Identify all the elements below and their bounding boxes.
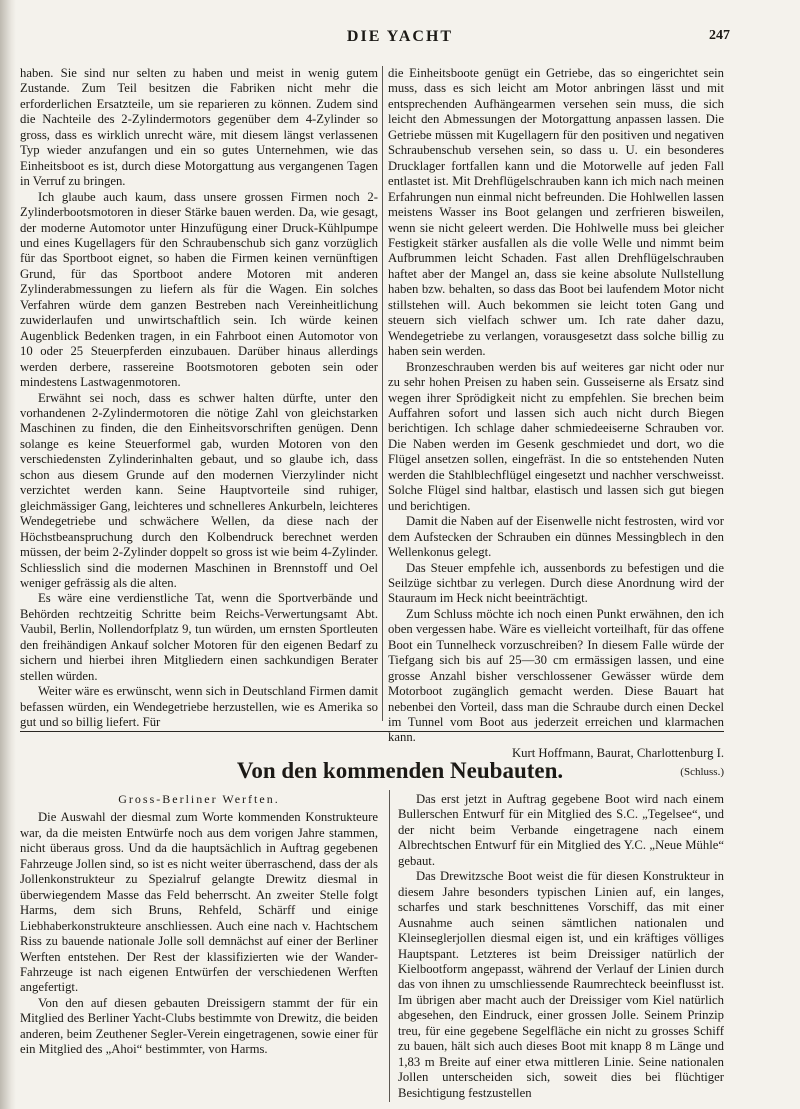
paragraph: Ich glaube auch kaum, dass unsere grossen Firmen noch 2-Zylinderbootsmotoren in dieser Stärke bauen werden. Da, wie gesagt, der moderne Automotor unter Hinzufügung einer Druck-Kühlpumpe und eines Kugellagers für den Schraubenschub sich ganz vorzüglich für das Sportboot eignet, so haben die Firmen keinen vernünftigen Grund, für das Sportboot andere Motoren mit anderen Zylinderabmessungen zu liefern als für die Wagen. Ein solches Verfahren würde dem ganzen Bestreben nach Vereinheitlichung zuwiderlaufen und unwirtschaftlich sein. Ich würde keinen Augenblick Bedenken tragen, in ein Fahrboot einen Automotor von 10 oder 25 Steuerpferden einzubauen. Darüber hinaus allerdings werden derbere, rassereine Bootsmotoren geboten sein oder mindestens Lastwagenmotoren. (20, 189, 378, 390)
column-divider (382, 66, 383, 721)
paragraph: Die Auswahl der diesmal zum Worte kommenden Konstrukteure war, da die meisten Entwürfe noch aus dem vorigen Jahre stammen, nicht überaus gross. Und da die hauptsächlich in Auftrag gegebenen Fahrzeuge Jollen sind, so ist es nicht weiter überraschend, dass der als Jollenkonstrukteur zu Spezialruf gelangte Drewitz diesmal in überwiegendem Masse das Feld beherrscht. An zweiter Stelle folgt Harms, dem sich Bruns, Rehfeld, Schärff und einige Liebhaberkonstrukteure anschliessen. Auch eine nach v. Hachtschem Riss zu bauende nationale Jolle soll demnächst auf einer der Berliner Werften entstehen. Der Rest der klassifizierten wie der Wander-Fahrzeuge ist nach eigenen Entwürfen der verschiedenen Werften angefertigt. (20, 810, 378, 995)
paragraph: Das Steuer empfehle ich, aussenbords zu befestigen und die Seilzüge sichtbar zu verlegen. Durch diese Anordnung wird der Stauraum im Heck nicht beeinträchtigt. (388, 560, 724, 606)
page-number: 247 (709, 28, 730, 43)
bottom-left-column (20, 792, 378, 1058)
paragraph: Das Drewitzsche Boot weist die für diesen Konstrukteur in diesem Jahre besonders typischen Linien auf, ein langes, scharfes und stark beschnittenes Vorschiff, das mit einer Ausnahme auch seinen sämtlichen nationalen und Kleinseglerjollen diesmal eigen ist, und ein kräftiges völliges Hauptspant. Letzteres ist beim Dreissiger natürlich der Kielbootform angepasst, während der Verlauf der Linien durch das von ihnen zu umschliessende Raumrechteck beeinflusst ist. Im übrigen aber macht auch der Dreissiger vom Kiel natürlich abgesehen, den Eindruck, einer grossen Jolle. Seinem Prinzip treu, für eine gegebene Segelfläche ein nicht zu grosses Schiff zu bauen, hält sich auch dieses Boot mit knapp 8 m Länge und 1,83 m Breite auf einer etwa mittleren Linie. Seine nationalen Jollen unterscheiden sich, soweit dies bei flüchtiger Besichtigung festzustellen (398, 869, 724, 1100)
running-title: DIE YACHT (346, 28, 454, 45)
paragraph: Damit die Naben auf der Eisenwelle nicht festrosten, wird vor dem Aufstecken der Schrauben ein dünnes Messingblech in den Wellenkonus gelegt. (388, 514, 724, 560)
paragraph: Erwähnt sei noch, dass es schwer halten dürfte, unter den vorhandenen 2-Zylindermotoren die nötige Zahl von gleichstarken Maschinen zu finden, die den Einheitsvorschriften genügen. Denn solange es keine Steuerformel gab, wurden Motoren von den verschiedensten Zylinderinhalten gebaut, und so glaube ich, dass schon aus diesem Grunde auf den modernen Vierzylinder nicht verzichtet werden kann. Seine Hauptvorteile sind ruhiger, gleichmässiger Gang, leichteres und schnelleres Ankurbeln, leichteres Wendegetriebe und schwächere Wellen, da diese nach der Höchstbeanspruchung durch den Kolbendruck berechnet werden müssen, der beim 2-Zylinder doppelt so gross ist wie beim 4-Zylinder. Schliesslich sind die modernen Maschinen in Brennstoff und Oel weniger gefrässig als die alten. (20, 390, 378, 590)
author-signature: Kurt Hoffmann, Baurat, Charlottenburg I. (511, 745, 724, 760)
article-continuation-note: (Schluss.) (680, 766, 724, 778)
bottom-right-column (398, 792, 724, 1101)
article-title: Von den kommenden Neubauten. (236, 758, 564, 783)
paragraph: Es wäre eine verdienstliche Tat, wenn die Sportverbände und Behörden rechtzeitig Schritte beim Reichs-Verwertungsamt Abt. Vaubil, Berlin, Nollendorfplatz 9, tun würden, um ernsten Sportleuten den freihändigen Ankauf solcher Motoren für den eigenen Bedarf zu sichern und hierbei ihren Mitgliedern einen sachkundigen Berater stellen würden. (20, 591, 378, 683)
section-heading: Gross-Berliner Werften. (118, 792, 280, 806)
paragraph: Bronzeschrauben werden bis auf weiteres gar nicht oder nur zu sehr hohen Preisen zu haben sein. Gusseiserne als Ersatz sind wegen ihrer Sprödigkeit nicht zu empfehlen. Sie brechen beim Auffahren sofort und lassen sich auch nicht durch Biegen berichtigen. Ich schlage daher schmiedeeiserne Schrauben vor. Die Naben werden im Gesenk geschmiedet und dort, wo die Flügel ansetzen sollen, eingefräst. In die so entstehenden Nuten werden die Stahlblechflügel eingesetzt und nachher verschweisst. Solche Flügel sind haltbar, elastisch und lassen sich gut biegen und berichtigen. (388, 359, 724, 513)
column-divider (389, 790, 390, 1102)
page-header (0, 28, 800, 50)
paragraph: Weiter wäre es erwünscht, wenn sich in Deutschland Firmen damit befassen würden, ein Wendegetriebe herzustellen, wie es Amerika so gut und so billig liefert. Für (20, 684, 378, 730)
article-separator-rule (20, 731, 724, 732)
top-right-column (388, 66, 724, 761)
paragraph: die Einheitsboote genügt ein Getriebe, das so eingerichtet sein muss, dass es sich leicht am Motor anbringen lässt und mit entsprechenden Aufhängearmen versehen sein muss, die sich leicht den Abmessungen der Motorgattung anpassen lassen. Die Getriebe müssen mit Kugellagern für den positiven und negativen Schraubenschub versehen sein, so dass u. U. ein besonderes Drucklager fortfallen kann und die Motorwelle auf jeden Fall entlastet ist. Mit Drehflügelschrauben kann ich mich nach meinen Erfahrungen nun einmal nicht befreunden. Die Hohlwellen lassen meistens Wasser ins Boot gelangen und zerfrieren bisweilen, wenn sie nicht geleert werden. Die Hohlwelle muss bei gleicher Festigkeit stärker ausfallen als die volle Welle und nimmt beim Aufbrummen leicht Schaden. Fast allen Drehflügelschrauben haftet aber der Mangel an, dass sie keine absolute Nullstellung haben bzw. behalten, so dass das Boot bei laufendem Motor nicht stillstehen will. Auch bekommen sie leicht toten Gang und steuern sich vielfach schwer um. Ich rate daher dazu, Wendegetriebe zu verlangen, vorausgesetzt dass solche billig zu haben sein werden. (388, 66, 724, 359)
paragraph: haben. Sie sind nur selten zu haben und meist in wenig gutem Zustande. Zum Teil besitzen die Fabriken nicht mehr die erforderlichen Ersatzteile, um sie reparieren zu können. Zudem sind die Nachteile des 2-Zylindermotors gegenüber dem 4-Zylinder so gross, dass es wirklich unrecht wäre, mit diesem längst verlassenen Typ wieder anzufangen und ein so gutes Unternehmen, wie das Einheitsboot es ist, durch diese Motorgattung aus vergangenen Tagen in Verruf zu bringen. (20, 66, 378, 189)
paragraph: Zum Schluss möchte ich noch einen Punkt erwähnen, den ich oben vergessen habe. Wäre es vielleicht vorteilhaft, für das offene Boot ein Tunnelheck vorzuschreiben? In diesem Falle würde der Tiefgang sich bis auf 25—30 cm ermässigen lassen, und eine grosse Anzahl bisher verschlossener Gewässer würde dem Motorboot zugänglich gemacht werden. Diese Bauart hat nebenbei den Vorteil, dass man die Schraube durch einen Deckel im Tunnel vom Boot aus jederzeit erreichen und klarmachen kann. (388, 606, 724, 745)
paragraph: Das erst jetzt in Auftrag gegebene Boot wird nach einem Bullerschen Entwurf für ein Mitglied des S.C. „Tegelsee“, und der nicht beim Verbande eingetragene nach einem Albrechtschen Entwurf für ein Mitglied des Y.C. „Neue Mühle“ gebaut. (398, 792, 724, 868)
paragraph: Von den auf diesen gebauten Dreissigern stammt der für ein Mitglied des Berliner Yacht-Clubs bestimmte von Drewitz, die beiden anderen, beim Zeuthener Segler-Verein eingetragenen, sowie einer für ein Mitglied des „Ahoi“ bestimmter, von Harms. (20, 995, 378, 1057)
top-left-column (20, 66, 378, 730)
page-edge-shadow (0, 0, 16, 1109)
